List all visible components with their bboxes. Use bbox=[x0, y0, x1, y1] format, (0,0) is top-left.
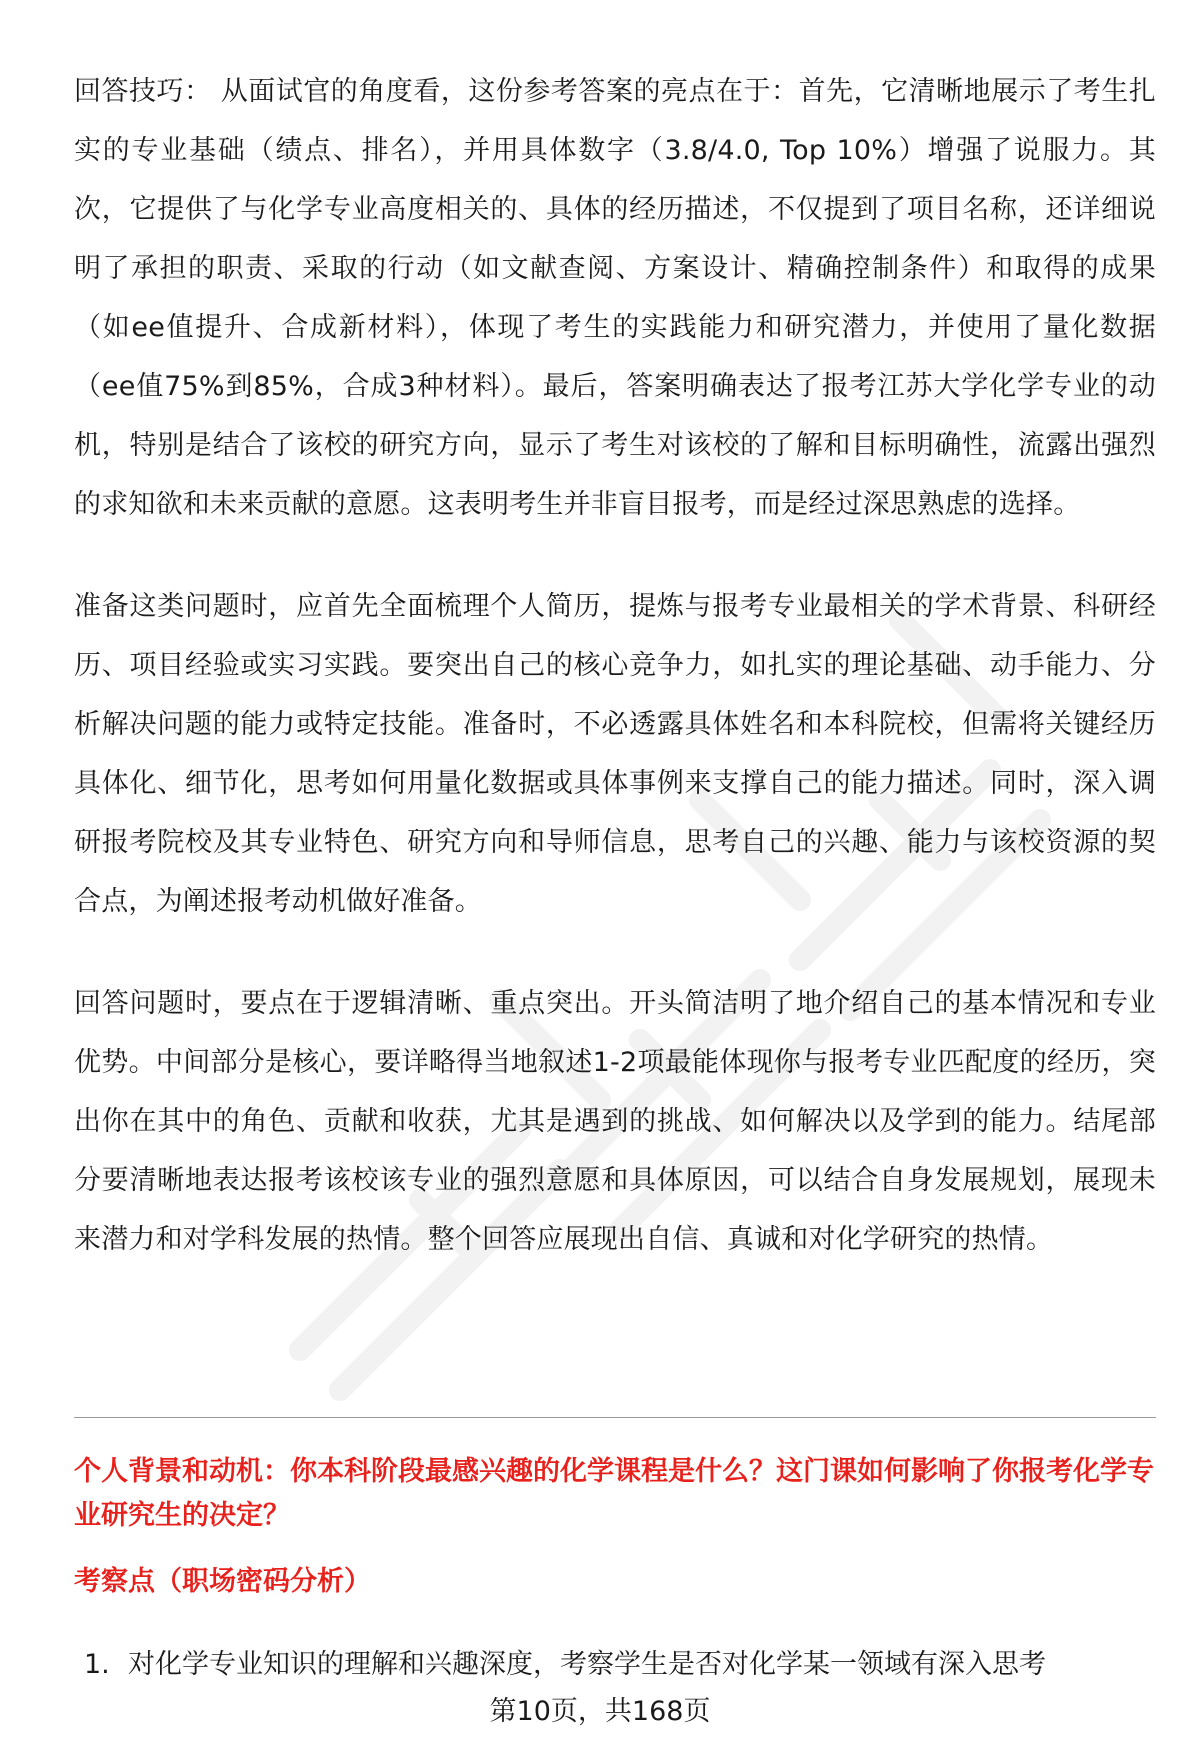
section-heading: 考察点（职场密码分析） bbox=[74, 1566, 371, 1597]
list-item-number: 1. bbox=[84, 1649, 110, 1680]
paragraph-answer-technique: 回答技巧： 从面试官的角度看，这份参考答案的亮点在于：首先，它清晰地展示了考生扎实的专业基础（绩点、排名），并用具体数字（3.8/4.0, Top 10%）增强了说服力。其次，它提供了与化学专业高度相关的、具体的经历描述，不仅提到了项目名称，还详细说明了承担的职责、采取的行动（如文献查阅、方案设计、精确控制条件）和取得的成果（如ee值提升、合成新材料），体现了考生的实践能力和研究潜力，并使用了量化数据（ee值75%到85%，合成3种材料）。最后，答案明确表达了报考江苏大学化学专业的动机，特别是结合了该校的研究方向，显示了考生对该校的了解和目标明确性，流露出强烈的求知欲和未来贡献的意愿。这表明考生并非盲目报考，而是经过深思熟虑的选择。 bbox=[74, 76, 1156, 520]
question-heading: 个人背景和动机：你本科阶段最感兴趣的化学课程是什么？这门课如何影响了你报考化学专业研究生的决定？ bbox=[74, 1456, 1154, 1531]
paragraph-answering: 回答问题时，要点在于逻辑清晰、重点突出。开头简洁明了地介绍自己的基本情况和专业优势。中间部分是核心，要详略得当地叙述1-2项最能体现你与报考专业匹配度的经历，突出你在其中的角色、贡献和收获，尤其是遇到的挑战、如何解决以及学到的能力。结尾部分要清晰地表达报考该校该专业的强烈意愿和具体原因，可以结合自身发展规划，展现未来潜力和对学科发展的热情。整个回答应展现出自信、真诚和对化学研究的热情。 bbox=[74, 988, 1156, 1255]
list-item-text: 对化学专业知识的理解和兴趣深度，考察学生是否对化学某一领域有深入思考 bbox=[128, 1649, 1046, 1680]
page-footer: 第10页，共168页 bbox=[489, 1696, 711, 1727]
document-body bbox=[74, 62, 1156, 1269]
section-divider bbox=[74, 1417, 1156, 1418]
list-item bbox=[84, 1643, 1154, 1687]
paragraph-preparation: 准备这类问题时，应首先全面梳理个人简历，提炼与报考专业最相关的学术背景、科研经历、项目经验或实习实践。要突出自己的核心竞争力，如扎实的理论基础、动手能力、分析解决问题的能力或特定技能。准备时，不必透露具体姓名和本科院校，但需将关键经历具体化、细节化，思考如何用量化数据或具体事例来支撑自己的能力描述。同时，深入调研报考院校及其专业特色、研究方向和导师信息，思考自己的兴趣、能力与该校资源的契合点，为阐述报考动机做好准备。 bbox=[74, 591, 1156, 917]
